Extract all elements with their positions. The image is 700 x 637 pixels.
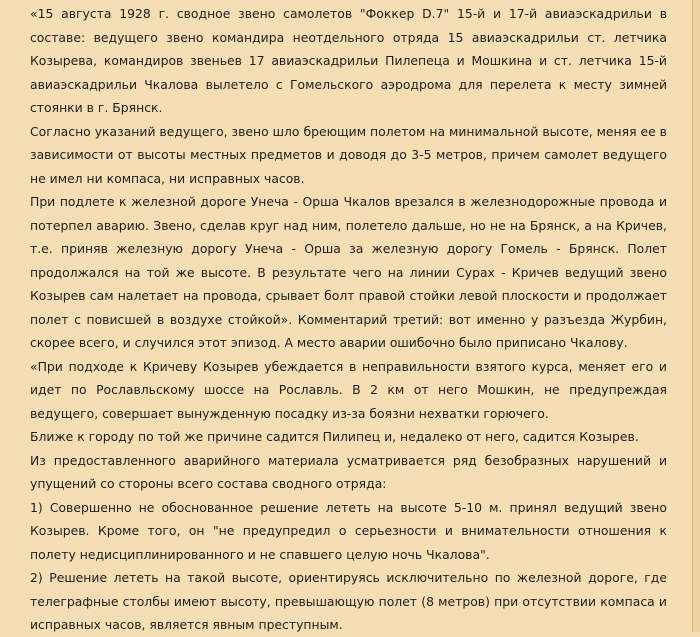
article-text: [30, 2, 667, 637]
paragraph-3: При подлете к железной дороге Унеча - Орша Чкалов врезался в железнодорожные провода и потерпел аварию. Звено, сделав круг над ним, полетело дальше, но не на Брянск, а на Кричев, т.е. приняв железную дорогу Унеча - Орша за железную дорогу Гомель - Брянск. Полет продолжался на той же высоте. В результате чего на линии Сурах - Кричев ведущий звено Козырев сам налетает на провода, срывает болт правой стойки левой плоскости и продолжает полет с повисшей в воздухе стойкой». Комментарий третий: вот именно у разъезда Журбин, скорее всего, и случился этот эпизод. А место аварии ошибочно было приписано Чкалову.: [30, 194, 667, 350]
paragraph-7: 1) Совершенно не обоснованное решение лететь на высоте 5-10 м. принял ведущий звено Козырев. Кроме того, он "не предупредил о серьезности и внимательности отношения к полету недисциплинированного и не спавшего целую ночь Чкалова".: [30, 499, 667, 562]
paragraph-8: 2) Решение лететь на такой высоте, ориентируясь исключительно по железной дороге, где телеграфные столбы имеют высоту, превышающую полет (8 метров) при отсутствии компаса и исправных часов, является явным преступным.: [30, 570, 667, 632]
right-page-border: [692, 0, 700, 632]
paragraph-6: Из предоставленного аварийного материала усматривается ряд безобразных нарушений и упущений со стороны всего состава сводного отряда:: [30, 452, 667, 491]
paragraph-1: «15 августа 1928 г. сводное звено самолетов "Фоккер D.7" 15-й и 17-й авиаэскадрильи в составе: ведущего звено командира неотдельного отряда 15 авиаэскадрильи ст. летчика Козырева, командиров звеньев 17 авиаэскадрильи Пилепеца и Мошкина и ст. летчика 15-й авиаэскадрильи Чкалова вылетело с Гомельского аэродрома для перелета к месту зимней стоянки в г. Брянск.: [30, 6, 667, 115]
paragraph-5: Ближе к городу по той же причине садится Пилипец и, недалеко от него, садится Козырев.: [30, 429, 639, 444]
paragraph-2: Согласно указаний ведущего, звено шло бреющим полетом на минимальной высоте, меняя ее в зависимости от высоты местных предметов и доводя до 3-5 метров, причем самолет ведущего не имел ни компаса, ни исправных часов.: [30, 123, 667, 186]
paragraph-4: «При подходе к Кричеву Козырев убеждается в неправильности взятого курса, меняет его и идет по Рославльскому шоссе на Рославль. В 2 км от него Мошкин, не предупреждая ведущего, совершает вынужденную посадку из-за боязни нехватки горючего.: [30, 358, 667, 421]
